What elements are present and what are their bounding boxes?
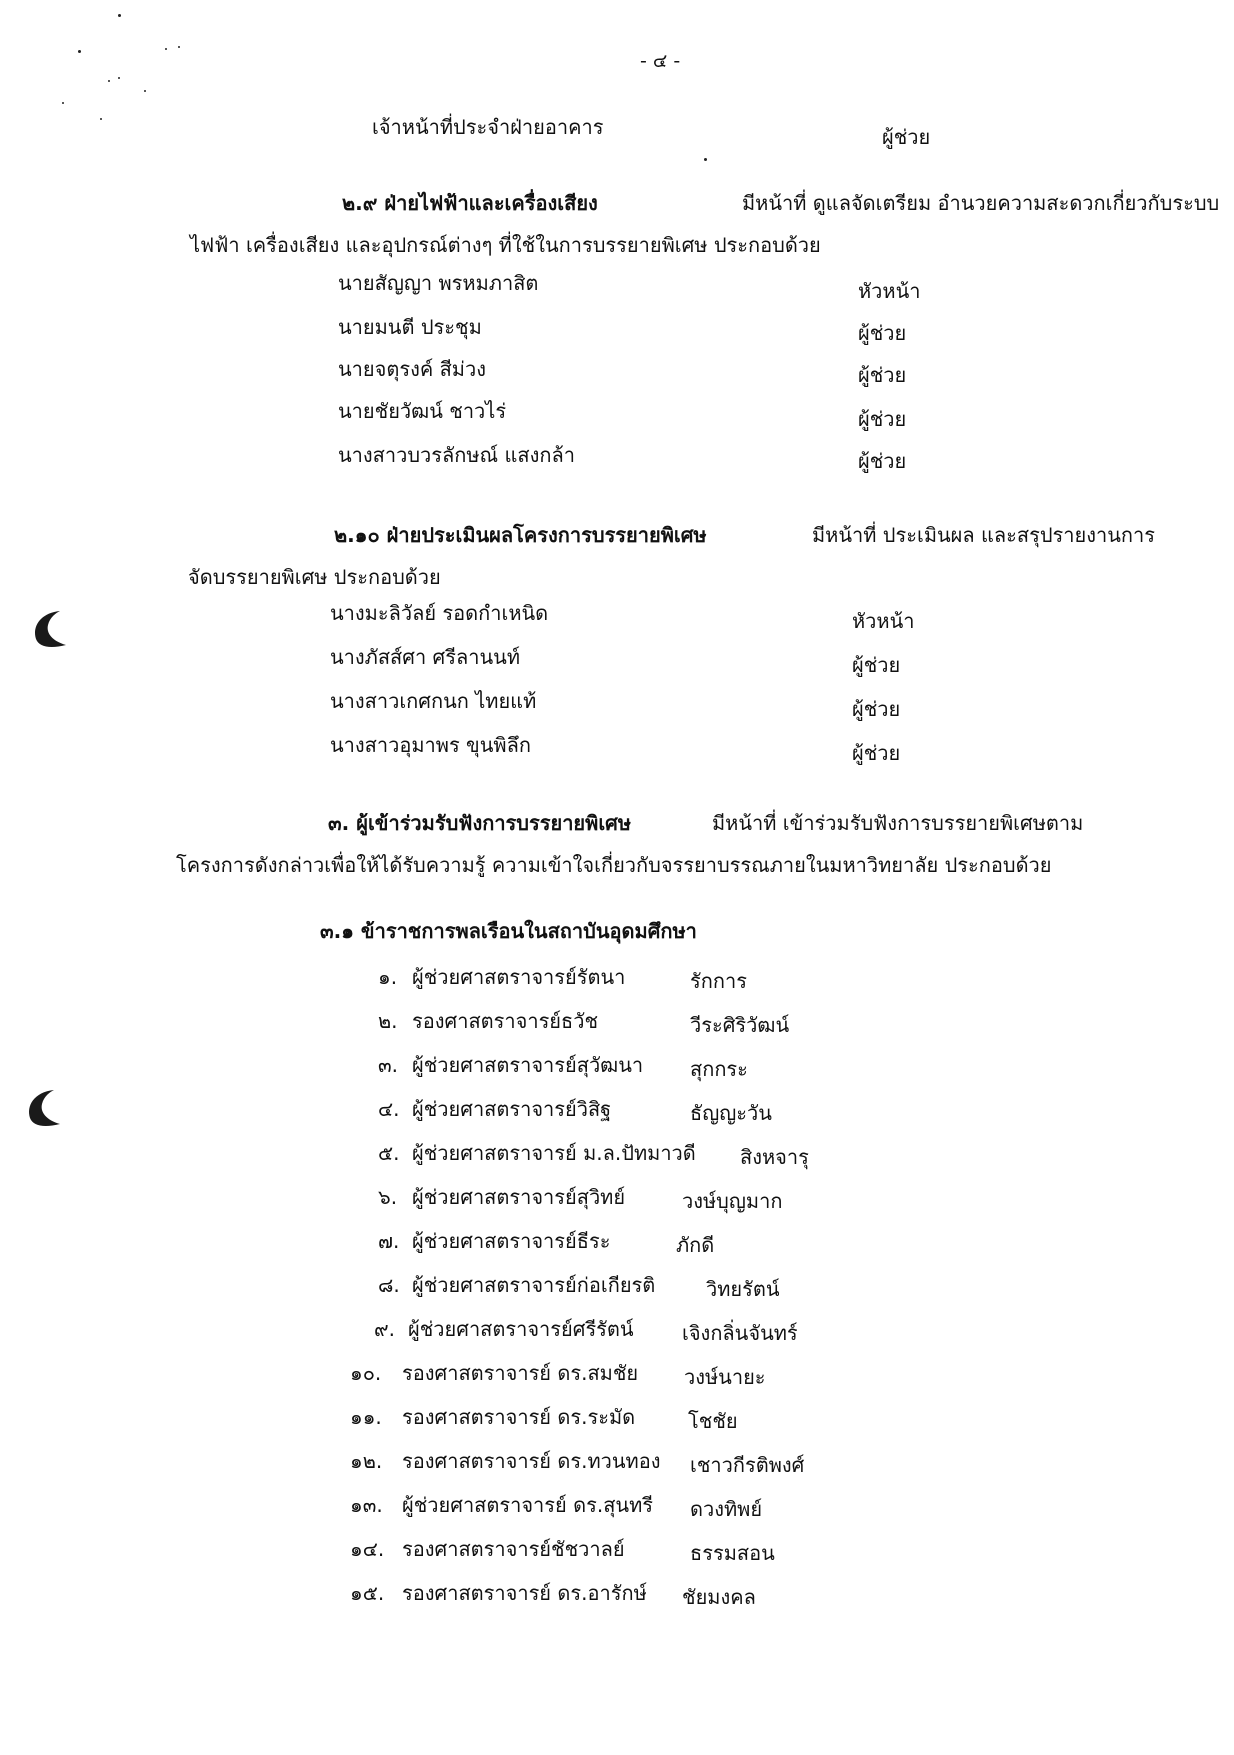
list-item-name: รองศาสตราจารย์ ดร.ระมัด (402, 1405, 636, 1429)
scan-speck (144, 90, 146, 92)
member-role: ผู้ช่วย (858, 321, 907, 345)
section-description: มีหน้าที่ ดูแลจัดเตรียม อำนวยความสะดวกเกี่ยวกับระบบ (742, 191, 1220, 215)
member-name: นายมนตี ประชุม (338, 315, 482, 339)
member-role: ผู้ช่วย (852, 741, 901, 765)
list-item-surname: เชาวกีรติพงศ์ (690, 1453, 805, 1477)
list-item-name: ผู้ช่วยศาสตราจารย์ก่อเกียรติ (412, 1273, 656, 1297)
list-item-name: ผู้ช่วยศาสตราจารย์ศรีรัตน์ (408, 1317, 634, 1341)
list-item-name: รองศาสตราจารย์ ดร.อารักษ์ (402, 1581, 647, 1605)
list-item-number: ๙. (374, 1317, 396, 1341)
member-role: ผู้ช่วย (852, 697, 901, 721)
scan-speck (165, 48, 167, 50)
scan-speck (118, 14, 121, 17)
member-role: ผู้ช่วย (882, 125, 931, 149)
list-item-surname: ชัยมงคล (682, 1585, 756, 1609)
list-item-name: รองศาสตราจารย์ ดร.สมชัย (402, 1361, 639, 1385)
list-item-surname: ธัญญะวัน (690, 1101, 772, 1125)
list-item-number: ๑๐. (350, 1361, 382, 1385)
list-item-surname: โชชัย (688, 1409, 738, 1433)
list-item-name: รองศาสตราจารย์ ดร.ทวนทอง (402, 1449, 661, 1473)
section-description: จัดบรรยายพิเศษ ประกอบด้วย (188, 565, 441, 589)
list-item-surname: วงษ์นายะ (684, 1365, 766, 1389)
scan-speck (118, 77, 120, 79)
member-role: ผู้ช่วย (858, 449, 907, 473)
list-item-number: ๒. (378, 1009, 398, 1033)
list-item-name: ผู้ช่วยศาสตราจารย์ธีระ (412, 1229, 611, 1253)
member-name: นางสาวเกศกนก ไทยแท้ (330, 689, 537, 713)
member-role: หัวหน้า (858, 279, 921, 303)
section-description: ไฟฟ้า เครื่องเสียง และอุปกรณ์ต่างๆ ที่ใช้ในการบรรยายพิเศษ ประกอบด้วย (190, 233, 821, 257)
member-role: ผู้ช่วย (858, 407, 907, 431)
section-heading: ๓. ผู้เข้าร่วมรับฟังการบรรยายพิเศษ (328, 811, 632, 835)
member-name: นายสัญญา พรหมภาสิต (338, 271, 539, 295)
list-item-surname: รักการ (690, 969, 747, 993)
hole-punch-mark (24, 1086, 64, 1130)
member-name: นางภัสส์ศา ศรีลานนท์ (330, 645, 520, 669)
hole-punch-mark (30, 607, 70, 651)
list-item-number: ๔. (378, 1097, 400, 1121)
member-name: นางสาวอุมาพร ขุนพิลึก (330, 733, 531, 757)
scan-speck (100, 118, 102, 120)
list-item-name: ผู้ช่วยศาสตราจารย์ ม.ล.ปัทมาวดี (412, 1141, 696, 1165)
list-item-number: ๑๕. (350, 1581, 385, 1605)
scan-speck (78, 50, 81, 53)
scan-speck (108, 80, 110, 82)
list-item-number: ๓. (378, 1053, 399, 1077)
list-item-number: ๕. (378, 1141, 400, 1165)
section-heading: ๒.๙ ฝ่ายไฟฟ้าและเครื่องเสียง (342, 191, 598, 215)
list-item-name: ผู้ช่วยศาสตราจารย์รัตนา (412, 965, 626, 989)
member-role: ผู้ช่วย (858, 363, 907, 387)
list-item-name: รองศาสตราจารย์ธวัช (412, 1009, 599, 1033)
member-name: นายชัยวัฒน์ ชาวไร่ (338, 399, 507, 423)
member-name: นายจตุรงค์ สีม่วง (338, 357, 486, 381)
list-item-number: ๑๔. (350, 1537, 385, 1561)
list-item-number: ๑. (378, 965, 398, 989)
list-item-surname: สุกกระ (690, 1057, 748, 1081)
list-item-name: ผู้ช่วยศาสตราจารย์สุวัฒนา (412, 1053, 644, 1077)
member-name: เจ้าหน้าที่ประจำฝ่ายอาคาร (372, 115, 604, 139)
list-item-name: ผู้ช่วยศาสตราจารย์วิสิฐ (412, 1097, 612, 1121)
list-item-number: ๑๑. (350, 1405, 382, 1429)
scan-speck (178, 46, 180, 48)
scan-speck (62, 102, 64, 104)
list-item-surname: ภักดี (676, 1233, 715, 1257)
page-number: - ๔ - (640, 50, 681, 72)
list-item-name: ผู้ช่วยศาสตราจารย์สุวิทย์ (412, 1185, 626, 1209)
section-heading: ๒.๑๐ ฝ่ายประเมินผลโครงการบรรยายพิเศษ (334, 523, 707, 547)
list-item-name: ผู้ช่วยศาสตราจารย์ ดร.สุนทรี (402, 1493, 653, 1517)
section-description: มีหน้าที่ เข้าร่วมรับฟังการบรรยายพิเศษตาม (712, 811, 1084, 835)
list-item-number: ๘. (378, 1273, 400, 1297)
member-role: หัวหน้า (852, 609, 915, 633)
member-name: นางสาวบวรลักษณ์ แสงกล้า (338, 443, 575, 467)
list-item-number: ๖. (378, 1185, 398, 1209)
list-item-number: ๗. (378, 1229, 400, 1253)
scan-speck (704, 158, 707, 161)
list-item-surname: วงษ์บุญมาก (682, 1189, 783, 1213)
list-item-name: รองศาสตราจารย์ชัชวาลย์ (402, 1537, 625, 1561)
list-item-surname: วีระศิริวัฒน์ (690, 1013, 790, 1037)
member-role: ผู้ช่วย (852, 653, 901, 677)
list-item-surname: ธรรมสอน (690, 1541, 775, 1565)
section-description: โครงการดังกล่าวเพื่อให้ได้รับความรู้ ความเข้าใจเกี่ยวกับจรรยาบรรณภายในมหาวิทยาลัย ประกอบด้วย (176, 853, 1052, 877)
list-item-surname: สิงหจารุ (740, 1145, 809, 1169)
list-item-number: ๑๒. (350, 1449, 383, 1473)
member-name: นางมะลิวัลย์ รอดกำเหนิด (330, 601, 549, 625)
list-item-surname: ดวงทิพย์ (690, 1497, 763, 1521)
list-item-surname: เจิงกลิ่นจันทร์ (682, 1321, 798, 1345)
list-item-number: ๑๓. (350, 1493, 383, 1517)
sub-heading: ๓.๑ ข้าราชการพลเรือนในสถาบันอุดมศึกษา (320, 919, 697, 943)
list-item-surname: วิทยรัตน์ (706, 1277, 780, 1301)
section-description: มีหน้าที่ ประเมินผล และสรุปรายงานการ (812, 523, 1155, 547)
